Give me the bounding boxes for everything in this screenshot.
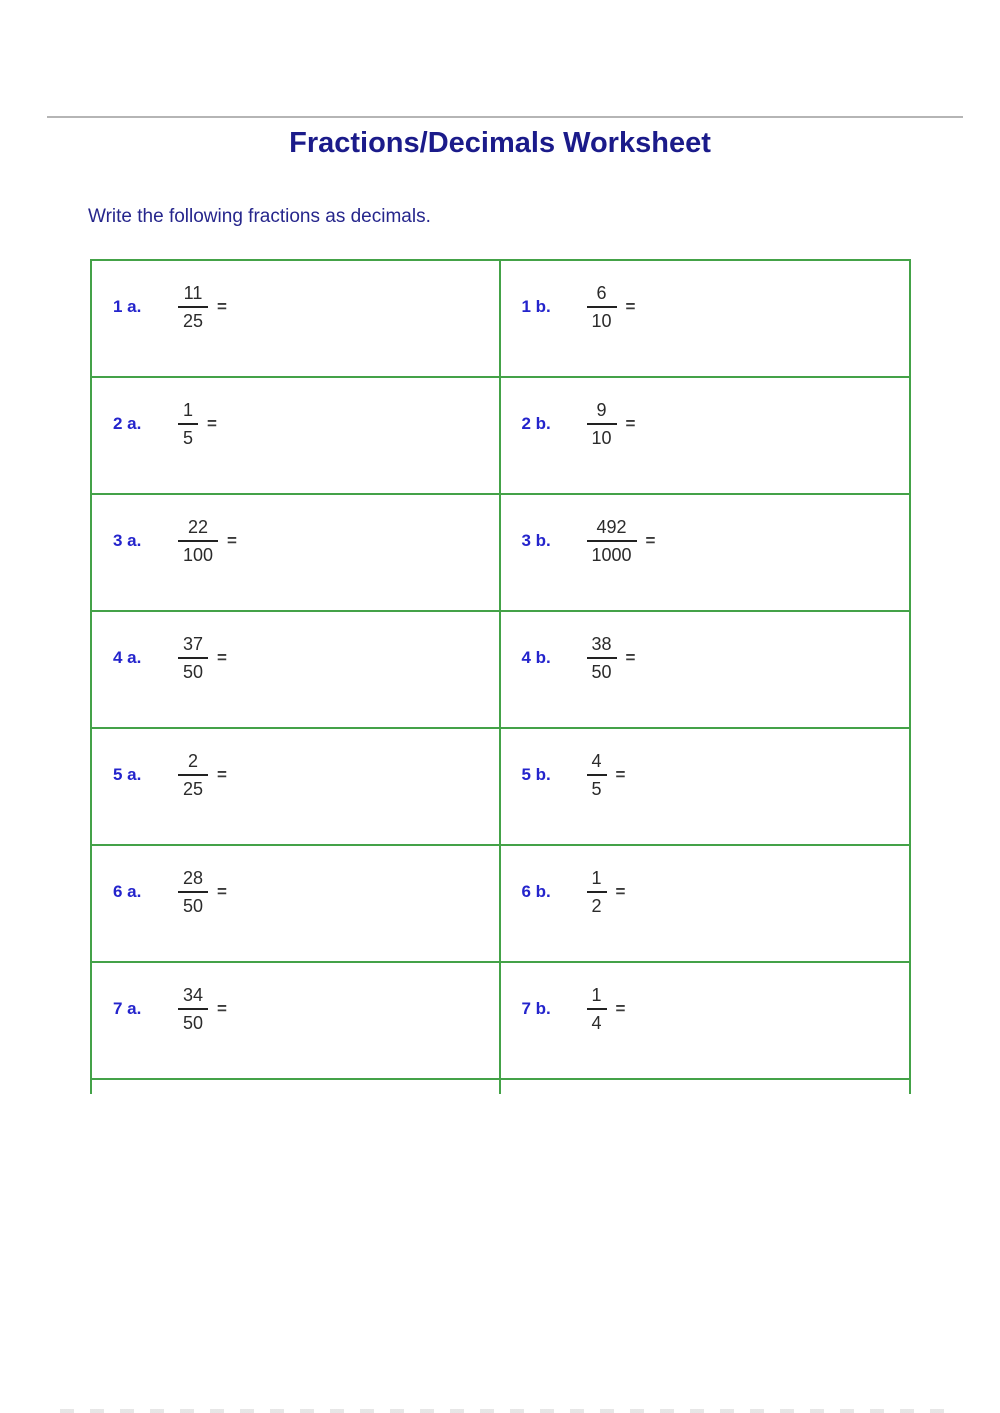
problem-cell-6a xyxy=(92,846,501,961)
problem-cell-2a xyxy=(92,378,501,493)
answer-space[interactable] xyxy=(625,755,909,795)
problem-cell-1a xyxy=(92,261,501,376)
answer-space[interactable] xyxy=(655,521,909,561)
table-row xyxy=(92,378,909,495)
fraction-denominator: 5 xyxy=(591,779,602,799)
fraction xyxy=(587,633,617,684)
problem-cell-5a xyxy=(92,729,501,844)
equals-sign: = xyxy=(207,414,217,433)
problem-label: 6 a. xyxy=(113,882,142,901)
problem-label: 4 b. xyxy=(521,648,551,667)
problem-cell-3b xyxy=(501,495,910,610)
problem xyxy=(113,395,499,453)
fraction-denominator: 50 xyxy=(183,896,204,916)
problem-label: 7 a. xyxy=(113,999,142,1018)
problem xyxy=(113,512,499,570)
answer-space[interactable] xyxy=(237,521,499,561)
fraction-numerator: 1 xyxy=(587,867,607,894)
page-title: Fractions/Decimals Worksheet xyxy=(289,127,711,159)
table-row xyxy=(92,729,909,846)
fraction xyxy=(587,399,617,450)
fraction-denominator: 25 xyxy=(183,779,204,799)
answer-space[interactable] xyxy=(227,287,499,327)
fraction xyxy=(178,633,208,684)
fraction-numerator: 4 xyxy=(587,750,607,777)
problem-cell-3a xyxy=(92,495,501,610)
fraction xyxy=(178,282,208,333)
equals-sign: = xyxy=(217,999,227,1018)
problem-label: 3 b. xyxy=(521,531,551,550)
equals-sign: = xyxy=(615,765,626,784)
equals-sign: = xyxy=(217,297,227,316)
fraction xyxy=(178,984,208,1035)
answer-space[interactable] xyxy=(227,989,499,1029)
fraction-denominator: 2 xyxy=(591,896,602,916)
fraction-numerator: 28 xyxy=(178,867,208,894)
problem-label: 1 a. xyxy=(113,297,142,316)
answer-space[interactable] xyxy=(625,989,909,1029)
problem xyxy=(522,512,910,570)
fraction-numerator: 22 xyxy=(178,516,218,543)
problem-label: 5 b. xyxy=(521,765,551,784)
fraction xyxy=(587,750,607,801)
problem-label: 5 a. xyxy=(113,765,142,784)
fraction-numerator: 492 xyxy=(587,516,637,543)
problem-label: 2 b. xyxy=(521,414,551,433)
fraction-numerator: 38 xyxy=(587,633,617,660)
fraction-numerator: 34 xyxy=(178,984,208,1011)
fraction xyxy=(178,399,198,450)
fraction-numerator: 6 xyxy=(587,282,617,309)
table-row xyxy=(92,612,909,729)
problems-table xyxy=(90,259,911,1094)
fraction-denominator: 10 xyxy=(591,311,612,331)
problem-cell-2b xyxy=(501,378,910,493)
problem xyxy=(113,746,499,804)
problem xyxy=(522,395,910,453)
table-row xyxy=(92,963,909,1080)
answer-space[interactable] xyxy=(227,638,499,678)
fraction-denominator: 5 xyxy=(183,428,194,448)
equals-sign: = xyxy=(625,648,636,667)
problem-cell-4a xyxy=(92,612,501,727)
problem-label: 7 b. xyxy=(521,999,551,1018)
fraction-numerator: 2 xyxy=(178,750,208,777)
fraction-denominator: 1000 xyxy=(591,545,632,565)
fraction xyxy=(587,282,617,333)
table-row-partial-cutoff xyxy=(92,1080,909,1094)
equals-sign: = xyxy=(625,414,636,433)
problem-cell-1b xyxy=(501,261,910,376)
problem-label: 4 a. xyxy=(113,648,142,667)
problem-label: 2 a. xyxy=(113,414,142,433)
problem-cell-5b xyxy=(501,729,910,844)
problem-cell-8a-cutoff xyxy=(92,1080,501,1094)
answer-space[interactable] xyxy=(227,872,499,912)
problem xyxy=(522,746,910,804)
equals-sign: = xyxy=(615,999,626,1018)
equals-sign: = xyxy=(217,882,227,901)
fraction xyxy=(178,867,208,918)
fraction-denominator: 50 xyxy=(591,662,612,682)
equals-sign: = xyxy=(615,882,626,901)
equals-sign: = xyxy=(227,531,237,550)
problem xyxy=(113,278,499,336)
problem-cell-8b-cutoff xyxy=(501,1080,910,1094)
problem xyxy=(113,863,499,921)
answer-space[interactable] xyxy=(635,287,909,327)
problem xyxy=(113,629,499,687)
top-divider-rule xyxy=(47,116,963,118)
fraction xyxy=(178,750,208,801)
problem-cell-7b xyxy=(501,963,910,1078)
fraction-numerator: 9 xyxy=(587,399,617,426)
equals-sign: = xyxy=(625,297,636,316)
equals-sign: = xyxy=(217,648,227,667)
problem-cell-4b xyxy=(501,612,910,727)
fraction xyxy=(587,516,637,567)
fraction-denominator: 50 xyxy=(183,1013,204,1033)
problem xyxy=(522,863,910,921)
equals-sign: = xyxy=(217,765,227,784)
fraction-denominator: 10 xyxy=(591,428,612,448)
problem xyxy=(522,980,910,1038)
table-row xyxy=(92,846,909,963)
fraction-denominator: 4 xyxy=(591,1013,602,1033)
fraction xyxy=(587,867,607,918)
problem-cell-6b xyxy=(501,846,910,961)
fraction-denominator: 50 xyxy=(183,662,204,682)
fraction xyxy=(587,984,607,1035)
answer-space[interactable] xyxy=(217,404,499,444)
table-row xyxy=(92,261,909,378)
problem xyxy=(522,629,910,687)
problem-label: 1 b. xyxy=(521,297,551,316)
table-row xyxy=(92,495,909,612)
equals-sign: = xyxy=(645,531,656,550)
problem xyxy=(522,278,910,336)
fraction-numerator: 1 xyxy=(178,399,198,426)
worksheet-instruction: Write the following fractions as decimals. xyxy=(88,206,431,227)
answer-space[interactable] xyxy=(625,872,909,912)
problem-label: 6 b. xyxy=(521,882,551,901)
cutoff-text-artifact xyxy=(60,1409,960,1413)
fraction-numerator: 37 xyxy=(178,633,208,660)
fraction-numerator: 11 xyxy=(178,282,208,309)
fraction-denominator: 100 xyxy=(183,545,214,565)
answer-space[interactable] xyxy=(635,404,909,444)
problem xyxy=(113,980,499,1038)
fraction-denominator: 25 xyxy=(183,311,204,331)
fraction-numerator: 1 xyxy=(587,984,607,1011)
problem-label: 3 a. xyxy=(113,531,142,550)
problem-cell-7a xyxy=(92,963,501,1078)
answer-space[interactable] xyxy=(635,638,909,678)
fraction xyxy=(178,516,218,567)
answer-space[interactable] xyxy=(227,755,499,795)
